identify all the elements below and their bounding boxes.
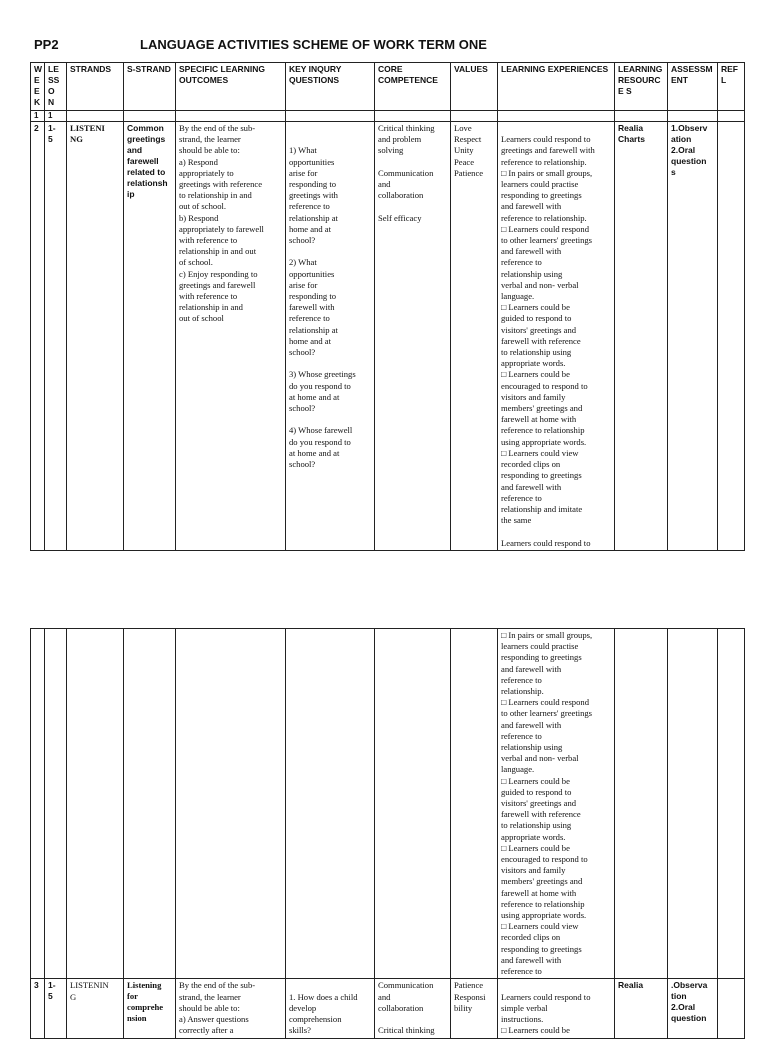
- header-row: [31, 63, 745, 111]
- table-row-continuation: [31, 629, 745, 979]
- row2-values: Love Respect Unity Peace Patience: [451, 122, 498, 551]
- header-assessment: ASSESSM ENT: [668, 63, 718, 111]
- header-values: VALUES: [451, 63, 498, 111]
- header-outcomes: SPECIFIC LEARNING OUTCOMES: [176, 63, 286, 111]
- row3-sstrand: Listening for comprehe nsion: [124, 979, 176, 1039]
- header-sstrand: S-STRAND: [124, 63, 176, 111]
- row3-outcomes: By the end of the sub- strand, the learner should be able to: a) Answer questions correctly after a: [176, 979, 286, 1039]
- row3-resources: Realia: [615, 979, 668, 1039]
- document-title: LANGUAGE ACTIVITIES SCHEME OF WORK TERM ONE: [140, 37, 487, 52]
- header-strands: STRANDS: [67, 63, 124, 111]
- scheme-table-page-2: [30, 628, 745, 1039]
- row3-values: Patience Responsi bility: [451, 979, 498, 1039]
- row1-lesson: 1: [45, 111, 67, 122]
- row3-week: 3: [31, 979, 45, 1039]
- row2-competence: Critical thinking and problem solving Communication and collaboration Self efficacy: [375, 122, 451, 551]
- table-row-week-3: [31, 979, 745, 1039]
- row3-experiences: Learners could respond to simple verbal instructions. □ Learners could be: [498, 979, 615, 1039]
- row2-lesson: 1- 5: [45, 122, 67, 551]
- table-row-week-1: [31, 111, 745, 122]
- row3-strand: LISTENIN G: [67, 979, 124, 1039]
- header-week: W E E K: [31, 63, 45, 111]
- scheme-table-page-1: [30, 62, 745, 551]
- row2-questions: 1) What opportunities arise for responding to greetings with reference to relationship at home and at school? 2) What opportunities arise for responding to farewell with reference to relationship at home and at school? 3) Whose greetings do you respond to at home and at school? 4) Whose farewell do you respond to at home and at school?: [286, 122, 375, 551]
- row2-resources: Realia Charts: [615, 122, 668, 551]
- header-experiences: LEARNING EXPERIENCES: [498, 63, 615, 111]
- row2-assessment: 1.Observ ation 2.Oral question s: [668, 122, 718, 551]
- row2-experiences: Learners could respond to greetings and farewell with reference to relationship. □ In pairs or small groups, learners could practise responding to greetings and farewell with reference to relationship. □ Learners could respond to other learners' greetings and farewell with reference to relationship using verbal and non- verbal language. □ Learners could be guided to respond to visitors' greetings and farewell with reference to relationship using appropriate words. □ Learners could be encouraged to respond to visitors and family members' greetings and farewell at home with reference to relationship using appropriate words. □ Learners could view recorded clips on responding to greetings and farewell with reference to relationship and imitate the same Learners could respond to: [498, 122, 615, 551]
- header-competence: CORE COMPETENCE: [375, 63, 451, 111]
- header-questions: KEY INQURY QUESTIONS: [286, 63, 375, 111]
- row2-outcomes: By the end of the sub- strand, the learner should be able to: a) Respond appropriately to greetings with reference to relationship in and out of school. b) Respond appropriately to farewell with reference to relationship in and out of school. c) Enjoy responding to greetings and farewell with reference to relationship in and out of school: [176, 122, 286, 551]
- header-lesson: LE SS O N: [45, 63, 67, 111]
- row2-strand: LISTENI NG: [67, 122, 124, 551]
- row2-sstrand: Common greetings and farewell related to relationsh ip: [124, 122, 176, 551]
- header-resources: LEARNING RESOURCE S: [615, 63, 668, 111]
- row3-assessment: .Observa tion 2.Oral question: [668, 979, 718, 1039]
- table-row-week-2: [31, 122, 745, 551]
- row1-week: 1: [31, 111, 45, 122]
- row3-lesson: 1- 5: [45, 979, 67, 1039]
- row3-competence: Communication and collaboration Critical thinking: [375, 979, 451, 1039]
- row2-week: 2: [31, 122, 45, 551]
- cont-experiences: □ In pairs or small groups, learners could practise responding to greetings and farewell with reference to relationship. □ Learners could respond to other learners' greetings and farewell with reference to relationship using verbal and non- verbal language. □ Learners could be guided to respond to visitors' greetings and farewell with reference to relationship using appropriate words. □ Learners could be encouraged to respond to visitors and family members' greetings and farewell at home with reference to relationship using appropriate words. □ Learners could view recorded clips on responding to greetings and farewell with reference to: [498, 629, 615, 979]
- class-label: PP2: [34, 37, 59, 52]
- header-ref: REF L: [718, 63, 745, 111]
- row3-questions: 1. How does a child develop comprehension skills?: [286, 979, 375, 1039]
